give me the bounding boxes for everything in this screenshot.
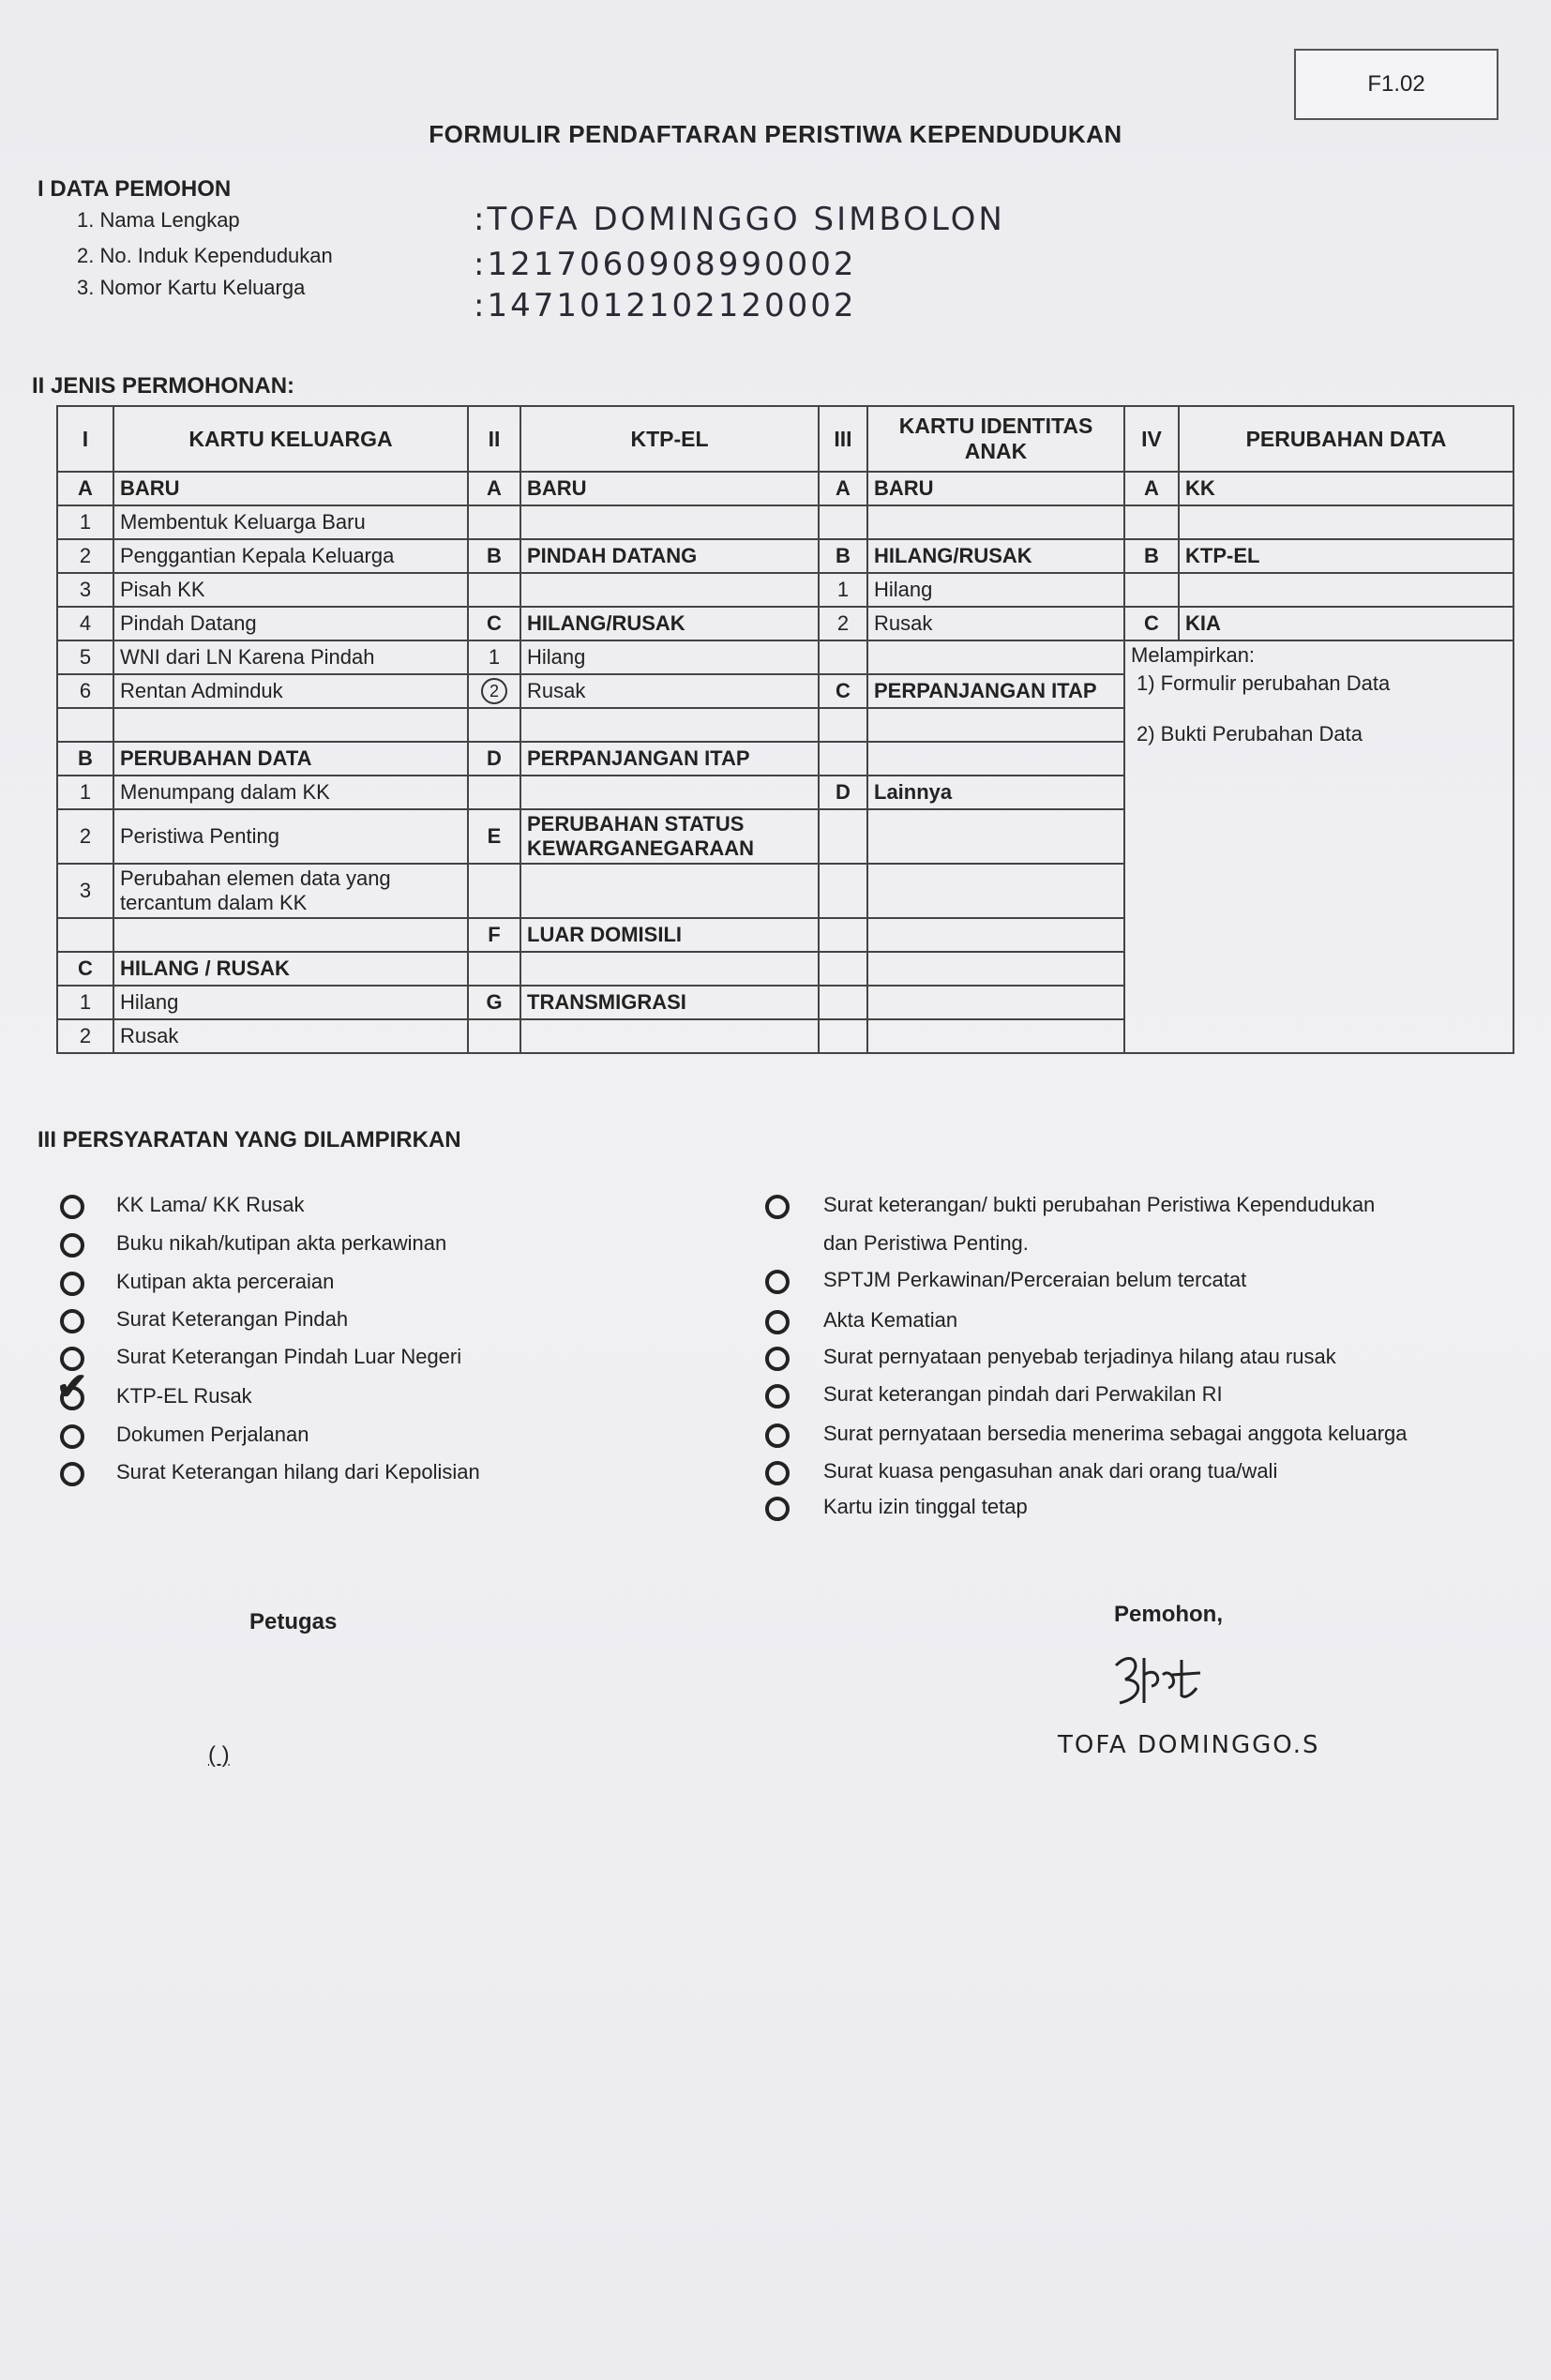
requirement-left-item: Dokumen Perjalanan [116, 1423, 309, 1446]
ktp-item-label [520, 708, 819, 742]
kk-item-label: BARU [113, 472, 468, 505]
kk-item-label: WNI dari LN Karena Pindah [113, 640, 468, 674]
kia-item-label: Rusak [867, 607, 1124, 640]
ktp-item-number[interactable]: E [468, 809, 520, 864]
kk-item-label: Perubahan elemen data yang tercantum dalam KK [113, 864, 468, 918]
ktp-item-label: LUAR DOMISILI [520, 918, 819, 952]
jenis-row [57, 505, 1513, 539]
kk-item-label: Hilang [113, 986, 468, 1019]
ktp-item-number[interactable]: 1 [468, 640, 520, 674]
pemohon-label: Pemohon, [1114, 1602, 1224, 1627]
kk-item-number[interactable]: 1 [57, 505, 113, 539]
ktp-item-label: TRANSMIGRASI [520, 986, 819, 1019]
kk-item-label: Rusak [113, 1019, 468, 1053]
kk-col-number: I [57, 406, 113, 472]
kk-item-label: Membentuk Keluarga Baru [113, 505, 468, 539]
pemohon-signature [1107, 1647, 1210, 1722]
requirement-checkbox[interactable] [60, 1195, 84, 1219]
requirement-checkbox[interactable] [765, 1195, 790, 1219]
requirement-right-item: SPTJM Perkawinan/Perceraian belum tercatat [823, 1268, 1247, 1291]
pd-item-label: KTP-EL [1179, 539, 1513, 573]
kia-item-label [867, 864, 1124, 918]
kia-item-label: Lainnya [867, 776, 1124, 809]
kk-item-label: Pindah Datang [113, 607, 468, 640]
kia-item-label [867, 986, 1124, 1019]
requirement-checkbox[interactable] [765, 1384, 790, 1408]
form-code-box [1294, 49, 1498, 120]
requirement-right-item: Kartu izin tinggal tetap [823, 1495, 1028, 1518]
kia-item-number[interactable] [819, 640, 867, 674]
kk-item-number[interactable]: 5 [57, 640, 113, 674]
requirement-checkbox[interactable] [765, 1310, 790, 1334]
ktp-item-number[interactable] [468, 674, 520, 708]
kia-item-label: Hilang [867, 573, 1124, 607]
petugas-signature-blank[interactable] [208, 1742, 230, 1769]
requirement-checkbox[interactable] [765, 1423, 790, 1448]
requirement-checkbox[interactable] [60, 1272, 84, 1296]
form-code: F1.02 [1367, 71, 1425, 97]
jenis-row [57, 573, 1513, 607]
requirement-checkbox[interactable] [60, 1462, 84, 1486]
selected-circle-mark: 2 [481, 678, 507, 704]
kk-item-number[interactable]: 2 [57, 539, 113, 573]
pd-item-number[interactable]: B [1124, 539, 1179, 573]
kia-item-label [867, 952, 1124, 986]
requirement-left-item: Kutipan akta perceraian [116, 1270, 335, 1293]
pd-col-header: PERUBAHAN DATA [1179, 406, 1513, 472]
pd-note-line: 2) Bukti Perubahan Data [1137, 722, 1363, 746]
kk-col-header: KARTU KELUARGA [113, 406, 468, 472]
ktp-item-label [520, 1019, 819, 1053]
requirement-checkbox[interactable] [60, 1424, 84, 1449]
kia-item-label: HILANG/RUSAK [867, 539, 1124, 573]
requirement-right-item: Surat pernyataan penyebab terjadinya hilang atau rusak [823, 1345, 1336, 1368]
kk-item-number[interactable] [57, 708, 113, 742]
pemohon-name: TOFA DOMINGGO.S [1058, 1731, 1320, 1759]
ktp-item-number[interactable] [468, 952, 520, 986]
pd-note-line: 1) Formulir perubahan Data [1137, 671, 1391, 695]
nomor-kk-label: 3. Nomor Kartu Keluarga [77, 276, 306, 299]
kia-item-label [867, 918, 1124, 952]
kia-item-number[interactable] [819, 505, 867, 539]
requirement-left-item: Surat Keterangan Pindah [116, 1307, 349, 1331]
pd-col-number: IV [1124, 406, 1179, 472]
kia-item-label [867, 708, 1124, 742]
requirement-right-item: Surat keterangan pindah dari Perwakilan RI [823, 1382, 1223, 1406]
petugas-label: Petugas [249, 1609, 338, 1634]
kk-item-number[interactable]: 3 [57, 864, 113, 918]
requirement-left-item: Buku nikah/kutipan akta perkawinan [116, 1231, 447, 1255]
ktp-item-label: BARU [520, 472, 819, 505]
ktp-item-label [520, 952, 819, 986]
ktp-item-number[interactable]: C [468, 607, 520, 640]
requirement-left-item: Surat Keterangan hilang dari Kepolisian [116, 1460, 480, 1484]
kia-item-number[interactable] [819, 1019, 867, 1053]
pd-item-label [1179, 573, 1513, 607]
requirement-right-item: dan Peristiwa Penting. [823, 1231, 1029, 1255]
kk-item-label: Penggantian Kepala Keluarga [113, 539, 468, 573]
kk-item-number[interactable]: 1 [57, 986, 113, 1019]
requirement-left-item: Surat Keterangan Pindah Luar Negeri [116, 1345, 462, 1368]
ktp-item-label: PERPANJANGAN ITAP [520, 742, 819, 776]
kia-item-number[interactable] [819, 918, 867, 952]
kk-item-label: Menumpang dalam KK [113, 776, 468, 809]
ktp-col-header: KTP-EL [520, 406, 819, 472]
requirement-checkbox[interactable] [765, 1270, 790, 1294]
nama-lengkap-label: 1. Nama Lengkap [77, 208, 240, 232]
pd-item-label: KK [1179, 472, 1513, 505]
ktp-item-number[interactable]: B [468, 539, 520, 573]
kk-item-label: HILANG / RUSAK [113, 952, 468, 986]
kk-item-number[interactable]: 2 [57, 1019, 113, 1053]
jenis-row [57, 539, 1513, 573]
kia-item-label: PERPANJANGAN ITAP [867, 674, 1124, 708]
pd-item-number[interactable]: A [1124, 472, 1179, 505]
ktp-item-label: PINDAH DATANG [520, 539, 819, 573]
kia-item-number[interactable] [819, 708, 867, 742]
requirement-checkbox[interactable] [60, 1233, 84, 1258]
kia-item-number[interactable] [819, 864, 867, 918]
requirement-checkbox[interactable] [765, 1497, 790, 1521]
kia-item-number[interactable]: B [819, 539, 867, 573]
kk-item-number[interactable]: 2 [57, 809, 113, 864]
kk-item-label: Peristiwa Penting [113, 809, 468, 864]
kk-item-label [113, 708, 468, 742]
requirement-checkbox[interactable] [765, 1347, 790, 1371]
section-jenis-permohonan-heading: II JENIS PERMOHONAN: [32, 373, 295, 399]
ktp-item-number[interactable]: G [468, 986, 520, 1019]
kk-item-number[interactable]: 3 [57, 573, 113, 607]
pd-note-line: Melampirkan: [1131, 643, 1256, 667]
requirement-right-item: Surat kuasa pengasuhan anak dari orang tua/wali [823, 1459, 1278, 1483]
kia-item-number[interactable] [819, 952, 867, 986]
kia-item-number[interactable]: A [819, 472, 867, 505]
petugas-blank-text: ( ) [208, 1742, 230, 1768]
requirement-right-item: Akta Kematian [823, 1308, 958, 1332]
pd-item-number[interactable]: C [1124, 607, 1179, 640]
ktp-item-label: PERUBAHAN STATUS KEWARGANEGARAAN [520, 809, 819, 864]
checked-mark-icon: ✔ [56, 1366, 88, 1408]
kia-item-number[interactable] [819, 986, 867, 1019]
requirement-checkbox[interactable] [60, 1309, 84, 1333]
kia-col-number: III [819, 406, 867, 472]
ktp-item-label: HILANG/RUSAK [520, 607, 819, 640]
pd-item-label [1179, 505, 1513, 539]
jenis-row [57, 640, 1513, 674]
nomor-kk-value[interactable]: :1471012102120002 [474, 287, 857, 324]
jenis-row [57, 607, 1513, 640]
requirement-left-item: KTP-EL Rusak [116, 1384, 252, 1408]
ktp-item-number[interactable]: A [468, 472, 520, 505]
requirement-right-item: Surat keterangan/ bukti perubahan Peristiwa Kependudukan [823, 1193, 1376, 1216]
ktp-item-label: Hilang [520, 640, 819, 674]
requirement-checkbox[interactable] [765, 1461, 790, 1485]
kk-item-number[interactable]: B [57, 742, 113, 776]
kia-item-number[interactable]: 2 [819, 607, 867, 640]
kia-item-label [867, 640, 1124, 674]
ktp-item-number[interactable] [468, 864, 520, 918]
pd-attachment-note [1124, 640, 1513, 1053]
ktp-item-number[interactable]: F [468, 918, 520, 952]
ktp-item-label [520, 573, 819, 607]
form-title: FORMULIR PENDAFTARAN PERISTIWA KEPENDUDUKAN [429, 120, 1122, 148]
kk-item-label: PERUBAHAN DATA [113, 742, 468, 776]
ktp-item-number[interactable]: D [468, 742, 520, 776]
kia-item-number[interactable]: 1 [819, 573, 867, 607]
section-data-pemohon-heading: I DATA PEMOHON [38, 176, 232, 202]
ktp-item-label [520, 776, 819, 809]
ktp-item-number[interactable] [468, 708, 520, 742]
kk-item-label [113, 918, 468, 952]
ktp-col-number: II [468, 406, 520, 472]
kia-item-label [867, 809, 1124, 864]
jenis-permohonan-table [56, 405, 1514, 1054]
kk-item-label: Rentan Adminduk [113, 674, 468, 708]
ktp-item-number[interactable] [468, 776, 520, 809]
kk-item-label: Pisah KK [113, 573, 468, 607]
ktp-item-number[interactable] [468, 505, 520, 539]
kia-item-number[interactable]: C [819, 674, 867, 708]
kia-item-label [867, 505, 1124, 539]
kk-item-number[interactable]: A [57, 472, 113, 505]
nik-value[interactable]: :1217060908990002 [474, 246, 857, 283]
kk-item-number[interactable]: 4 [57, 607, 113, 640]
kia-item-label: BARU [867, 472, 1124, 505]
kk-item-number[interactable]: C [57, 952, 113, 986]
section-persyaratan-heading: III PERSYARATAN YANG DILAMPIRKAN [38, 1127, 461, 1152]
kia-col-header: KARTU IDENTITAS ANAK [867, 406, 1124, 472]
jenis-row [57, 472, 1513, 505]
kia-item-number[interactable] [819, 742, 867, 776]
kia-item-label [867, 1019, 1124, 1053]
nik-label: 2. No. Induk Kependudukan [77, 244, 333, 267]
ktp-item-number[interactable] [468, 1019, 520, 1053]
kk-item-number[interactable]: 1 [57, 776, 113, 809]
kia-item-number[interactable] [819, 809, 867, 864]
requirement-left-item: KK Lama/ KK Rusak [116, 1193, 305, 1216]
kk-item-number[interactable] [57, 918, 113, 952]
kia-item-label [867, 742, 1124, 776]
nama-lengkap-value[interactable]: :TOFA DOMINGGO SIMBOLON [474, 201, 1005, 238]
pd-item-number[interactable] [1124, 505, 1179, 539]
ktp-item-number[interactable] [468, 573, 520, 607]
ktp-item-label: Rusak [520, 674, 819, 708]
kk-item-number[interactable]: 6 [57, 674, 113, 708]
pd-item-number[interactable] [1124, 573, 1179, 607]
ktp-item-label [520, 864, 819, 918]
ktp-item-label [520, 505, 819, 539]
pd-item-label: KIA [1179, 607, 1513, 640]
kia-item-number[interactable]: D [819, 776, 867, 809]
requirement-right-item: Surat pernyataan bersedia menerima sebagai anggota keluarga [823, 1422, 1408, 1445]
